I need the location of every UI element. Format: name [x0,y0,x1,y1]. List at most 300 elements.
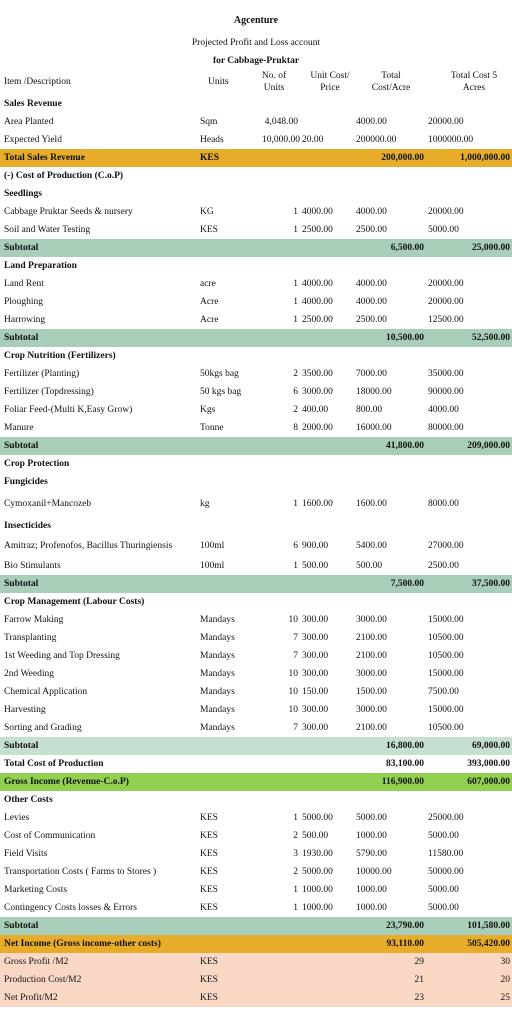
pl-table-body [0,95,512,1007]
row-total-5: 20000.00 [428,279,464,289]
row-unit-cost: 300.00 [302,705,329,715]
row-unit-cost [300,953,354,971]
row-unit-cost: 300.00 [302,615,329,625]
row-no-units: 10 [288,669,298,679]
row-total-acre: 7,500.00 [354,575,426,593]
row-description: Net Income (Gross income-other costs) [0,935,198,953]
row-description: Subtotal [0,329,198,347]
table-row [0,419,512,437]
row-total-5: 27000.00 [428,541,464,551]
row-total-5: 5000.00 [428,903,459,913]
row-no-units: 7 [293,723,298,733]
row-units [198,437,260,455]
row-no-units [260,737,300,755]
row-unit-cost: 1000.00 [302,903,333,913]
table-row [0,131,512,149]
table-row [0,401,512,419]
row-description: Expected Yield [4,135,62,145]
pl-table [0,95,512,1007]
row-total-acre: 23,790.00 [354,917,426,935]
table-row [0,185,512,203]
row-units [198,239,260,257]
row-total-5: 4000.00 [428,405,459,415]
row-unit-cost: 400.00 [302,405,329,415]
row-description: Amitraz; Profenofos, Bacillus Thuringiensis [4,541,173,551]
row-no-units [260,437,300,455]
row-total-acre: 4000.00 [356,279,387,289]
row-no-units [260,917,300,935]
row-no-units: 1 [293,903,298,913]
row-unit-cost [300,593,354,611]
row-total-5: 10500.00 [428,723,464,733]
row-no-units: 2 [293,867,298,877]
row-units: Mandays [200,651,235,661]
row-units [198,473,260,491]
row-no-units [260,473,300,491]
row-units: 50 kgs bag [200,387,242,397]
row-total-acre [354,167,426,185]
table-row [0,755,512,773]
row-total-5: 52,500.00 [426,329,512,347]
row-total-acre: 29 [354,953,426,971]
row-no-units: 10 [288,687,298,697]
row-units [198,185,260,203]
row-description: Crop Management (Labour Costs) [4,597,145,607]
row-units [198,257,260,275]
table-row [0,629,512,647]
table-row [0,737,512,755]
row-total-acre [354,473,426,491]
row-units: KES [200,867,218,877]
row-unit-cost [300,437,354,455]
row-description: Subtotal [0,575,198,593]
row-no-units [260,575,300,593]
row-total-acre [354,593,426,611]
row-unit-cost: 1000.00 [302,885,333,895]
row-total-acre: 1000.00 [356,885,387,895]
row-no-units: 8 [293,423,298,433]
row-total-acre: 2500.00 [356,225,387,235]
row-unit-cost [300,917,354,935]
crop-title: for Cabbage-Pruktar [212,56,300,66]
row-total-5: 1000000.00 [428,135,474,145]
row-description: Chemical Application [4,687,88,697]
row-total-5: 35000.00 [428,369,464,379]
row-total-acre: 41,800.00 [354,437,426,455]
table-row [0,917,512,935]
row-unit-cost [300,113,354,131]
table-row [0,593,512,611]
row-total-acre: 18000.00 [356,387,392,397]
row-units: Acre [200,315,219,325]
row-total-5: 505,420.00 [426,935,512,953]
row-total-acre [354,95,426,113]
row-unit-cost [300,455,354,473]
row-no-units: 10,000.00 [262,135,300,145]
row-units: KES [198,989,260,1007]
row-description: Insecticides [4,521,51,531]
table-row [0,221,512,239]
row-total-acre: 1600.00 [356,499,387,509]
row-units: KES [200,885,218,895]
row-total-5 [426,473,512,491]
row-total-acre: 2500.00 [356,315,387,325]
row-units: Acre [200,297,219,307]
row-total-acre: 200000.00 [356,135,397,145]
row-description: (-) Cost of Production (C.o.P) [4,171,124,181]
row-total-5: 393,000.00 [467,759,510,769]
row-no-units [260,239,300,257]
row-total-acre: 83,100.00 [386,759,424,769]
row-unit-cost: 300.00 [302,651,329,661]
row-total-acre: 5400.00 [356,541,387,551]
row-no-units [260,455,300,473]
row-total-5: 12500.00 [428,315,464,325]
row-units [198,791,260,809]
row-total-5 [426,257,512,275]
row-no-units: 4,048.00 [264,117,298,127]
row-units [198,935,260,953]
row-total-5: 37,500.00 [426,575,512,593]
table-row [0,935,512,953]
row-total-acre [354,791,426,809]
table-row [0,329,512,347]
row-units [198,167,260,185]
row-no-units: 6 [293,541,298,551]
table-row [0,701,512,719]
table-row [0,899,512,917]
table-row [0,683,512,701]
table-row [0,113,512,131]
row-description: Total Sales Revenue [0,149,198,167]
row-unit-cost: 2500.00 [302,315,333,325]
row-unit-cost [300,517,354,535]
table-row [0,257,512,275]
row-total-5: 20000.00 [428,297,464,307]
table-row [0,953,512,971]
table-row [0,773,512,791]
row-total-acre: 1000.00 [356,903,387,913]
table-row [0,827,512,845]
table-row [0,611,512,629]
row-total-acre: 116,900.00 [354,773,426,791]
row-units [198,455,260,473]
table-row [0,437,512,455]
row-total-5: 5000.00 [428,885,459,895]
row-no-units [260,95,300,113]
row-unit-cost: 4000.00 [302,297,333,307]
row-description: Foliar Feed-(Multi K,Easy Grow) [4,405,133,415]
row-no-units: 1 [293,225,298,235]
row-no-units [260,149,300,167]
row-total-acre [354,257,426,275]
table-row [0,517,512,535]
row-units: KES [198,149,260,167]
row-no-units [260,989,300,1007]
row-unit-cost [300,347,354,365]
row-unit-cost: 300.00 [302,633,329,643]
table-row [0,809,512,827]
row-unit-cost [300,989,354,1007]
row-total-5: 15000.00 [428,669,464,679]
row-total-5: 209,000.00 [426,437,512,455]
row-no-units: 3 [293,849,298,859]
table-row [0,203,512,221]
row-unit-cost [300,575,354,593]
row-unit-cost [300,935,354,953]
row-no-units [260,953,300,971]
row-unit-cost: 4000.00 [302,207,333,217]
row-no-units [260,517,300,535]
row-units [198,737,260,755]
col-item: Item /Description [4,77,71,87]
table-row [0,845,512,863]
row-description: Land Rent [4,279,44,289]
table-row [0,95,512,113]
row-no-units [260,185,300,203]
row-description: Contingency Costs losses & Errors [4,903,137,913]
row-units [198,347,260,365]
row-units [198,755,260,773]
row-no-units [260,347,300,365]
row-no-units: 2 [293,831,298,841]
row-total-5: 607,000.00 [426,773,512,791]
row-total-acre [354,347,426,365]
row-description: Net Profit/M2 [0,989,198,1007]
table-row [0,149,512,167]
row-description: Seedlings [4,189,43,199]
row-unit-cost [300,791,354,809]
row-total-acre: 16000.00 [356,423,392,433]
row-total-5: 7500.00 [428,687,459,697]
table-row [0,863,512,881]
row-total-acre: 5790.00 [356,849,387,859]
row-unit-cost [300,149,354,167]
row-units [198,95,260,113]
row-unit-cost: 2000.00 [302,423,333,433]
row-no-units [260,329,300,347]
row-total-acre: 93,110.00 [354,935,426,953]
table-row [0,881,512,899]
row-description: Marketing Costs [4,885,68,895]
row-total-5: 101,580.00 [426,917,512,935]
table-row [0,311,512,329]
row-units: Heads [200,135,224,145]
row-description: Crop Protection [4,459,70,469]
row-total-acre [354,517,426,535]
row-no-units [260,755,300,773]
row-description: Field Visits [4,849,48,859]
row-no-units: 1 [293,297,298,307]
row-total-5: 5000.00 [428,225,459,235]
row-description: Land Preparation [4,261,77,271]
row-total-5: 50000.00 [428,867,464,877]
row-units: Mandays [200,669,235,679]
row-unit-cost: 500.00 [302,831,329,841]
row-total-5: 10500.00 [428,633,464,643]
row-units: KES [200,831,218,841]
row-total-5: 25000.00 [428,813,464,823]
row-no-units: 1 [293,279,298,289]
row-total-acre: 23 [354,989,426,1007]
row-total-5 [426,593,512,611]
row-total-acre: 800.00 [356,405,383,415]
row-description: Fertilizer (Topdressing) [4,387,94,397]
table-row [0,989,512,1007]
col-units: Units [208,77,229,87]
row-description: Subtotal [0,917,198,935]
row-unit-cost [300,737,354,755]
row-no-units: 7 [293,651,298,661]
row-description: Bio Stimulants [4,561,61,571]
row-description: Subtotal [4,741,39,751]
table-row [0,665,512,683]
row-total-5: 30 [426,953,512,971]
row-total-5: 15000.00 [428,705,464,715]
table-row [0,275,512,293]
row-total-acre: 7000.00 [356,369,387,379]
row-total-5 [426,95,512,113]
row-units: KES [200,813,218,823]
row-unit-cost: 300.00 [302,723,329,733]
row-unit-cost: 3000.00 [302,387,333,397]
table-row [0,347,512,365]
row-unit-cost [300,167,354,185]
table-row [0,791,512,809]
table-row [0,365,512,383]
row-total-5: 10500.00 [428,651,464,661]
row-total-acre: 1500.00 [356,687,387,697]
row-total-acre [354,455,426,473]
row-description: Sorting and Grading [4,723,82,733]
row-units: Sqm [200,117,218,127]
row-total-acre: 1000.00 [356,831,387,841]
row-units: Mandays [200,705,235,715]
table-row [0,647,512,665]
row-unit-cost [300,773,354,791]
row-total-5: 20 [426,971,512,989]
row-no-units: 1 [293,561,298,571]
row-unit-cost [300,755,354,773]
row-units: Mandays [200,633,235,643]
row-total-acre [354,185,426,203]
table-row [0,535,512,557]
row-description: Total Cost of Production [4,759,104,769]
row-no-units [260,791,300,809]
row-no-units [260,935,300,953]
row-total-5: 8000.00 [428,499,459,509]
row-unit-cost: 500.00 [302,561,329,571]
table-row [0,473,512,491]
row-unit-cost: 5000.00 [302,867,333,877]
row-unit-cost: 1600.00 [302,499,333,509]
row-no-units: 7 [293,633,298,643]
row-no-units: 2 [293,405,298,415]
row-units: acre [200,279,216,289]
row-total-5: 69,000.00 [472,741,510,751]
row-units: Kgs [200,405,216,415]
row-description: Soil and Water Testing [4,225,91,235]
row-description: Manure [4,423,34,433]
row-units: Mandays [200,615,235,625]
row-total-acre: 2100.00 [356,651,387,661]
row-total-5: 1,000,000.00 [426,149,512,167]
row-description: Crop Nutrition (Fertilizers) [4,351,116,361]
row-total-5: 20000.00 [428,117,464,127]
row-description: Production Cost/M2 [0,971,198,989]
row-total-acre: 16,800.00 [386,741,424,751]
row-units [198,329,260,347]
row-total-5: 15000.00 [428,615,464,625]
table-row [0,167,512,185]
table-row [0,239,512,257]
row-no-units: 2 [293,369,298,379]
row-total-acre: 4000.00 [356,207,387,217]
row-total-acre: 3000.00 [356,615,387,625]
row-total-5 [426,517,512,535]
row-description: Transplanting [4,633,57,643]
row-units: 50kgs bag [200,369,239,379]
row-total-5 [426,167,512,185]
row-units: 100ml [200,541,225,551]
row-no-units [260,971,300,989]
row-description: 2nd Weeding [4,669,54,679]
row-description: Subtotal [0,239,198,257]
table-row [0,491,512,517]
row-description: Cabbage Pruktar Seeds & nursery [4,207,133,217]
row-unit-cost: 2500.00 [302,225,333,235]
row-total-acre: 10,500.00 [354,329,426,347]
row-description: Ploughing [4,297,44,307]
row-description: Farrow Making [4,615,64,625]
row-total-acre: 2100.00 [356,723,387,733]
row-no-units [260,593,300,611]
row-no-units [260,773,300,791]
row-total-acre: 4000.00 [356,297,387,307]
row-description: Cost of Communication [4,831,96,841]
row-no-units: 10 [288,705,298,715]
row-unit-cost [300,329,354,347]
row-no-units: 10 [288,615,298,625]
row-total-acre: 2100.00 [356,633,387,643]
row-total-5: 90000.00 [428,387,464,397]
row-units [198,575,260,593]
row-total-5 [426,455,512,473]
row-no-units: 1 [293,813,298,823]
row-units: KES [200,849,218,859]
row-units [198,773,260,791]
row-no-units: 6 [293,387,298,397]
table-row [0,971,512,989]
table-row [0,383,512,401]
row-description: Area Planted [4,117,54,127]
row-unit-cost: 20.00 [302,135,324,145]
row-total-5: 5000.00 [428,831,459,841]
row-unit-cost [300,185,354,203]
row-no-units: 1 [293,499,298,509]
row-total-5: 25 [426,989,512,1007]
row-description: Harvesting [4,705,46,715]
table-row [0,575,512,593]
col-unit-cost: Unit Cost/ Price [310,71,350,93]
row-units: KES [198,953,260,971]
row-units: 100ml [200,561,225,571]
col-no-units: No. of Units [261,71,287,93]
row-unit-cost [300,473,354,491]
table-row [0,455,512,473]
row-units [198,917,260,935]
company-title: Agcenture [233,15,279,26]
